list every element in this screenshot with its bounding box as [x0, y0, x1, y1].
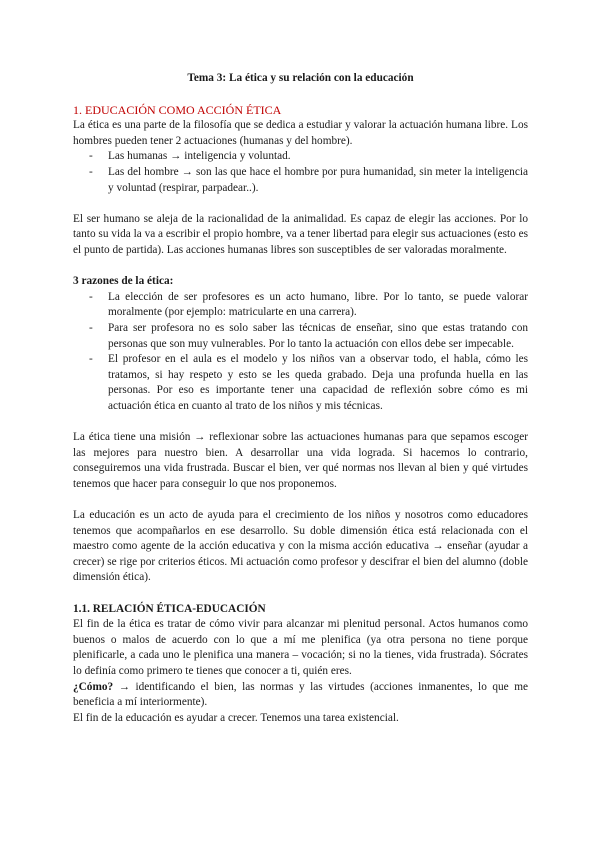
paragraph-educacion-ayuda: La educación es un acto de ayuda para el crecimiento de los niños y nosotros como educadores tenemos que acompañarlos en ese desarrollo. Su doble dimensión ética está relacionada con el maestro como agente de la acción educativa y con la misma acción educativa → enseñar (ayudar a crecer) se rige por criterios éticos. Mi actuación como profesor y descifrar el bien del alumno (doble dimensión ética). — [73, 509, 528, 584]
dash-bullet: - — [89, 150, 93, 163]
list-item: - Las del hombre → son las que hace el hombre por pura humanidad, sin meter la inteligencia y voluntad (respirar, parpadear..). — [89, 165, 528, 194]
dash-bullet: - — [89, 165, 93, 178]
list-item: - Las humanas → inteligencia y voluntad. — [73, 149, 528, 165]
razones-list — [73, 290, 528, 415]
list-item: - La elección de ser profesores es un acto humano, libre. Por lo tanto, se puede valorar moralmente (por ejemplo: matricularte en una carrera). — [89, 290, 528, 319]
paragraph-como — [73, 680, 528, 711]
como-label: ¿Cómo? — [73, 680, 114, 693]
como-text: → identificando el bien, las normas y las virtudes (acciones inmanentes, lo que me beneficia a mí interiormente). — [73, 680, 528, 709]
dash-bullet: - — [89, 290, 93, 303]
paragraph-racionalidad: El ser humano se aleja de la racionalidad de la animalidad. Es capaz de elegir las acciones. Por lo tanto su vida la va a escribir el propio hombre, va a tener libertad para elegir sus actuaciones (esto es el punto de partida). Las acciones humanas libres son susceptibles de ser valoradas moralmente. — [73, 212, 528, 256]
section-heading-razones: 3 razones de la ética: — [73, 275, 174, 288]
section-heading-relacion: 1.1. RELACIÓN ÉTICA-EDUCACIÓN — [73, 602, 266, 615]
paragraph-fin-etica: El fin de la ética es tratar de cómo vivir para alcanzar mi plenitud personal. Actos humanos como buenos o malos de acuerdo con lo que a mí me plenifica (ya otra persona no tiene porque plenificarle, a cada uno le plenifica una manera – vocación; si no la tienes, vida frustrada). Sócrates lo definía como primero te tienes que conocer a ti, quién eres. — [73, 618, 528, 677]
dash-bullet: - — [89, 321, 93, 334]
paragraph-mision: La ética tiene una misión → reflexionar sobre las actuaciones humanas para que sepamos escoger las mejores para nuestro bien. A desarrollar una vida lograda. Si hacemos lo contrario, conseguiremos una vida frustrada. Buscar el bien, ver qué normas nos llevan al bien y qué virtudes tenemos que hacer para conseguir lo que nos proponemos. — [73, 431, 528, 490]
list-item: - Para ser profesora no es solo saber las técnicas de enseñar, sino que estas tratando con personas que son muy vulnerables. Por lo tanto la actuación con ellos debe ser impecable. — [89, 321, 528, 350]
actuaciones-list — [73, 149, 528, 196]
section-heading-educacion: 1. EDUCACIÓN COMO ACCIÓN ÉTICA — [73, 102, 282, 117]
list-item: - El profesor en el aula es el modelo y los niños van a observar todo, el habla, cómo les tratamos, si hay respeto y esto se les queda grabado. Deja una profunda huella en las personas. Por eso es importante tener una capacidad de reflexión sobre cómo es mi actuación ética en cuanto al trato de los niños y mis técnicas. — [89, 353, 528, 412]
dash-bullet: - — [89, 353, 93, 366]
document-title: Tema 3: La ética y su relación con la educación — [187, 72, 414, 84]
paragraph-fin-educacion: El fin de la educación es ayudar a crecer. Tenemos una tarea existencial. — [73, 711, 399, 724]
paragraph-etica-intro: La ética es una parte de la filosofía que se dedica a estudiar y valorar la actuación humana libre. Los hombres pueden tener 2 actuaciones (humanas y del hombre). — [73, 119, 528, 147]
